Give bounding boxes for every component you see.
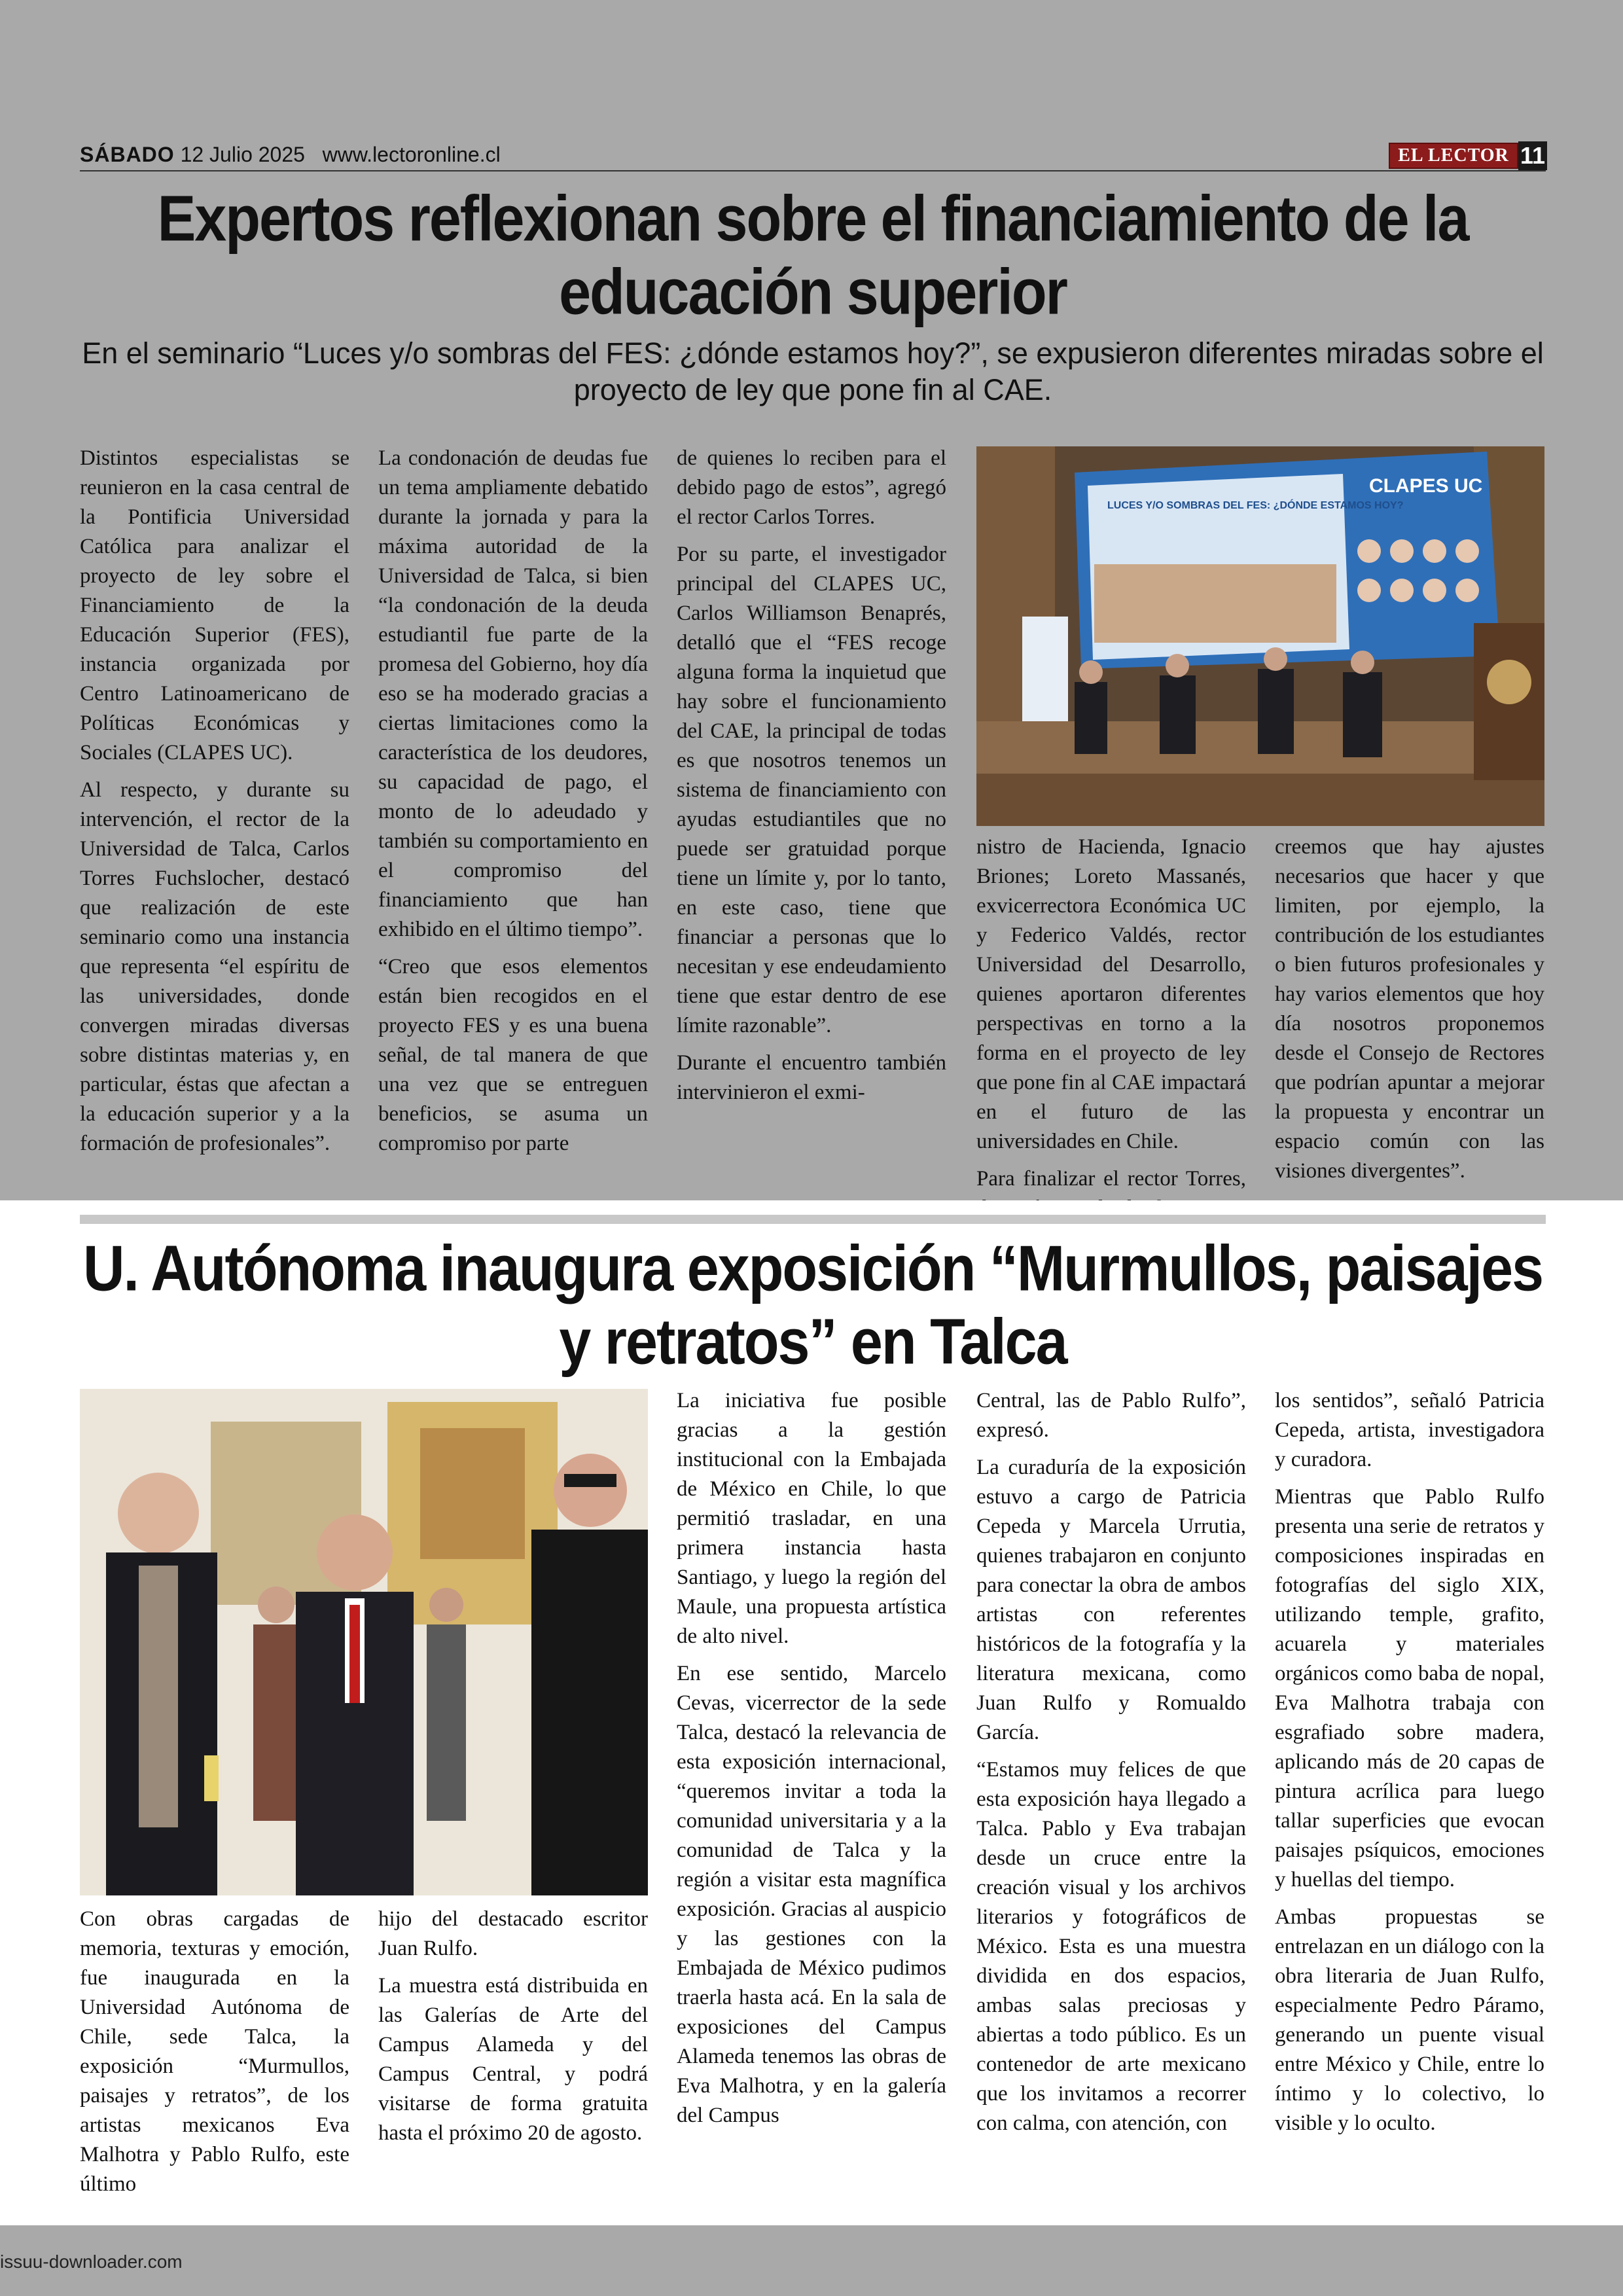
paragraph: “Creo que esos elementos están bien recogidos en el proyecto FES y es una buena señal, de tal manera de que una vez que se entreguen beneficios, se asuma un compromiso por parte: [378, 955, 648, 1155]
exhibition-photo-illustration: [80, 1389, 648, 1895]
paragraph: La muestra está distribuida en las Galerías de Arte del Campus Alameda y del Campus Central, y podrá visitarse de forma gratuita hasta el próximo 20 de agosto.: [378, 1974, 648, 2145]
article1-column-1: [80, 444, 349, 1166]
article2-headline: U. Autónoma inaugura exposición “Murmullos, paisajes y retratos” en Talca: [82, 1232, 1543, 1378]
paragraph: “Estamos muy felices de que esta exposición haya llegado a Talca. Pablo y Eva trabajan desde un cruce entre la creación visual y los archivos literarios y fotográficos de México. Esta es una muestra dividida en dos espacios, ambas salas preciosas y abiertas a todo público. Es un contenedor de arte mexicano que los invitamos a recorrer con calma, con atención, con: [976, 1758, 1246, 2135]
article1-headline: Expertos reflexionan sobre el financiamiento de la educación superior: [157, 182, 1469, 328]
seminar-photo-illustration: [976, 446, 1544, 826]
article2-column-4: [976, 1386, 1246, 2146]
exhibition-photo: [80, 1389, 648, 1895]
article2-column-3: [677, 1386, 946, 2138]
paragraph: hijo del destacado escritor Juan Rulfo.: [378, 1907, 648, 1960]
paragraph: Por su parte, el investigador principal del CLAPES UC, Carlos Williamson Benaprés, detalló que el “FES recoge alguna forma la inquietud que hay sobre el funcionamiento del CAE, la principal de todas es que nosotros tenemos un sistema de financiamiento con ayudas estudiantiles que no puede ser gratuidad porque tiene un límite y, por lo tanto, en este caso, tiene que financiar a personas que lo necesitan y ese endeudamiento tiene que estar dentro de ese límite razonable”.: [677, 543, 946, 1037]
page-header-dateline: [80, 143, 501, 167]
header-website: www.lectoronline.cl: [322, 143, 501, 166]
paragraph: Al respecto, y durante su intervención, el rector de la Universidad de Talca, Carlos Torres Fuchslocher, destacó que realización de este seminario como una instancia que representa “el espíritu de las universidades, donde convergen miradas diversas sobre distintas materias y, en particular, éstas que afectan a la educación superior y a la formación de profesionales”.: [80, 778, 349, 1155]
newspaper-logo: [1389, 143, 1518, 169]
paragraph: La iniciativa fue posible gracias a la gestión institucional con la Embajada de México en Chile, lo que permitió trasladar, en una primera instancia hasta Santiago, y luego la región del Maule, una propuesta artística de alto nivel.: [677, 1389, 946, 1648]
paragraph: creemos que hay ajustes necesarios que hacer y que limiten, por ejemplo, la contribución de los estudiantes o bien futuros profesionales y hay varios elementos que hoy día nosotros proponemos desde el Consejo de Rectores que podrían apuntar a mejorar la propuesta y encontrar un espacio común con las visiones divergentes”.: [1275, 835, 1544, 1183]
watermark-text: issuu-downloader.com: [0, 2251, 183, 2272]
logo-text: EL LECTOR: [1398, 145, 1509, 166]
paragraph: La condonación de deudas fue un tema ampliamente debatido durante la jornada y para la máxima autoridad de la Universidad de Talca, si bien “la condonación de la deuda estudiantil fue parte de la promesa del Gobierno, hoy día eso se ha moderado gracias a ciertas limitaciones como la característica de los deudores, su capacidad de pago, el monto de lo adeudado y también su comportamiento en el compromiso del financiamiento que han exhibido en el último tiempo”.: [378, 446, 648, 941]
header-day: SÁBADO: [80, 143, 175, 166]
paragraph: de quienes lo reciben para el debido pago de estos”, agregó el rector Carlos Torres.: [677, 446, 946, 529]
paragraph: Durante el encuentro también intervinieron el exmi-: [677, 1051, 946, 1104]
article1-column-5: [1275, 833, 1544, 1194]
paragraph: Distintos especialistas se reunieron en la casa central de la Pontificia Universidad Católica para analizar el proyecto de ley sobre el Financiamiento de la Educación Superior (FES), instancia organizada por Centro Latinoamericano de Políticas Económicas y Sociales (CLAPES UC).: [80, 446, 349, 764]
paragraph: los sentidos”, señaló Patricia Cepeda, artista, investigadora y curadora.: [1275, 1389, 1544, 1471]
article2-top-rule: [80, 1215, 1546, 1224]
article2-column-5: [1275, 1386, 1544, 2146]
paragraph: Mientras que Pablo Rulfo presenta una serie de retratos y composiciones inspiradas en fotografías del siglo XIX, utilizando temple, grafito, acuarela y materiales orgánicos como baba de nopal, Eva Malhotra trabaja con esgrafiado sobre madera, aplicando más de 20 capas de pintura acrílica para luego tallar superficies que evocan paisajes psíquicos, emociones y huellas del tiempo.: [1275, 1485, 1544, 1892]
paragraph: Ambas propuestas se entrelazan en un diálogo con la obra literaria de Juan Rulfo, especialmente Pedro Páramo, generando un puente visual entre México y Chile, entre lo íntimo y lo colectivo, lo visible y lo oculto.: [1275, 1905, 1544, 2135]
seminar-photo: [976, 446, 1544, 826]
banner-title-text: LUCES Y/O SOMBRAS DEL FES: ¿DÓNDE ESTAMOS HOY?: [1107, 500, 1404, 511]
banner-brand-text: CLAPES UC: [1369, 475, 1483, 497]
paragraph: La curaduría de la exposición estuvo a cargo de Patricia Cepeda y Marcela Urrutia, quienes trabajaron en conjunto para conectar la obra de ambos artistas con referentes históricos de la fotografía y la literatura mexicana, como Juan Rulfo y Romualdo García.: [976, 1456, 1246, 1744]
paragraph: nistro de Hacienda, Ignacio Briones; Loreto Massanés, exvicerrectora Económica UC y Federico Valdés, rector Universidad del Desarrollo, quienes aportaron diferentes perspectivas en torno a la forma en el proyecto de ley que pone fin al CAE impactará en el futuro de las universidades en Chile.: [976, 835, 1246, 1153]
article2-column-1: [80, 1905, 349, 2207]
article1-column-4: [976, 833, 1246, 1231]
page-bottom-margin: [0, 2225, 1623, 2296]
article2-column-2: [378, 1905, 648, 2156]
article1-column-2: [378, 444, 648, 1166]
paragraph: Para finalizar el rector Torres,: [976, 1167, 1246, 1191]
paragraph: Central, las de Pablo Rulfo”, expresó.: [976, 1389, 1246, 1442]
paragraph: En ese sentido, Marcelo Cevas, vicerrector de la sede Talca, destacó la relevancia de esta exposición internacional, “queremos invitar a toda la comunidad universitaria y a la comunidad de Talca y la región a visitar esta magnífica exposición. Gracias al auspicio y las gestiones con la Embajada de México pudimos traerla hasta acá. En la sala de exposiciones del Campus Alameda tenemos las obras de Eva Malhotra, y en la galería del Campus: [677, 1662, 946, 2127]
article1-column-3: [677, 444, 946, 1115]
page-number: 11: [1518, 141, 1547, 170]
header-date: 12 Julio 2025: [180, 143, 305, 166]
header-rule: [80, 170, 1546, 171]
article1-subheadline: En el seminario “Luces y/o sombras del FES: ¿dónde estamos hoy?”, se expusieron diferentes miradas sobre el proyecto de ley que pone fin al CAE.: [82, 336, 1544, 406]
paragraph: Con obras cargadas de memoria, texturas y emoción, fue inaugurada en la Universidad Autónoma de Chile, sede Talca, la exposición “Murmullos, paisajes y retratos”, de los artistas mexicanos Eva Malhotra y Pablo Rulfo, este último: [80, 1907, 349, 2196]
